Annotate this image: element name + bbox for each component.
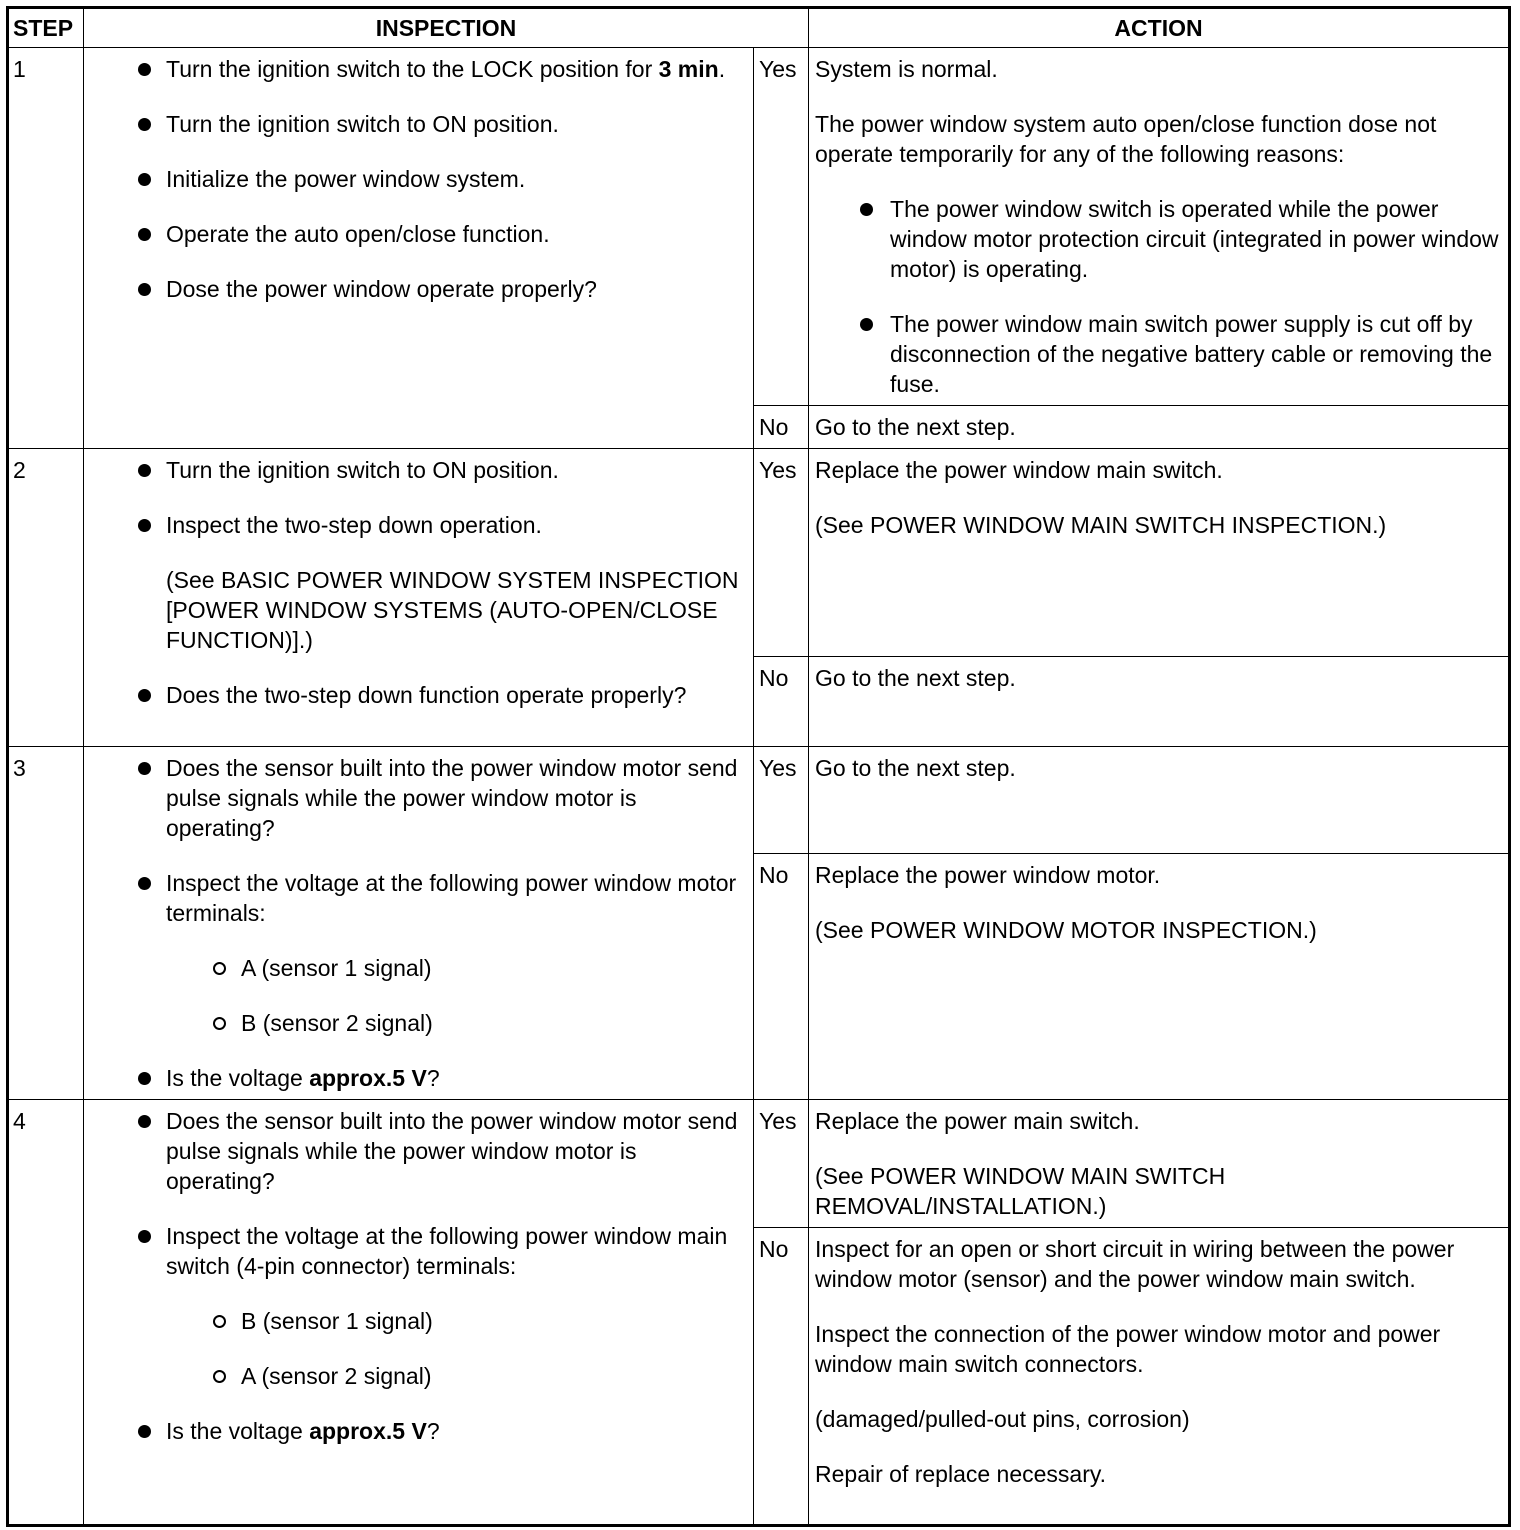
step-1-inspection: [84, 48, 754, 449]
inspection-subitem: B (sensor 2 signal): [88, 1008, 749, 1038]
inspection-item: Initialize the power window system.: [88, 164, 749, 194]
step-4-yes-row: [8, 1100, 1510, 1228]
step-3-inspection: [84, 747, 754, 1100]
action-text: Replace the power main switch.: [815, 1108, 1140, 1134]
step-1-yes-row: [8, 48, 1510, 406]
bullet-icon: [138, 519, 151, 532]
header-row: [8, 8, 1510, 48]
step-number: 4: [8, 1100, 84, 1526]
action-bullet: The power window switch is operated while the power window motor protection circuit (integrated in power window motor) is operating.: [815, 194, 1502, 284]
action-text: Replace the power window motor.: [815, 862, 1161, 888]
inspection-item: Turn the ignition switch to ON position.: [88, 109, 749, 139]
action-text: (See POWER WINDOW MOTOR INSPECTION.): [815, 917, 1317, 943]
bullet-icon: [138, 1072, 151, 1085]
bullet-icon: [138, 1115, 151, 1128]
action-text: (damaged/pulled-out pins, corrosion): [815, 1406, 1190, 1432]
action-text: Go to the next step.: [815, 414, 1016, 440]
action-text: System is normal.: [815, 56, 998, 82]
action-text: (See POWER WINDOW MAIN SWITCH INSPECTION.): [815, 512, 1387, 538]
bullet-icon: [138, 877, 151, 890]
circle-bullet-icon: [213, 1315, 226, 1328]
action-bullet: The power window main switch power supply is cut off by disconnection of the negative battery cable or removing the fuse.: [815, 309, 1502, 399]
step-4-yes-action: [809, 1100, 1510, 1228]
bullet-icon: [138, 1230, 151, 1243]
bullet-icon: [138, 762, 151, 775]
step-2-no-action: [809, 657, 1510, 747]
inspection-subitem: B (sensor 1 signal): [88, 1306, 749, 1336]
yes-label: Yes: [754, 1100, 809, 1228]
bullet-icon: [138, 118, 151, 131]
inspection-item: Does the sensor built into the power window motor send pulse signals while the power window motor is operating?: [88, 1106, 749, 1196]
bullet-icon: [138, 63, 151, 76]
action-text: Replace the power window main switch.: [815, 457, 1223, 483]
action-text: Repair of replace necessary.: [815, 1461, 1107, 1487]
header-step: STEP: [8, 8, 84, 48]
inspection-item: Is the voltage approx.5 V?: [88, 1416, 749, 1446]
troubleshooting-table: [6, 6, 1511, 1527]
bullet-icon: [138, 1425, 151, 1438]
inspection-note: (See BASIC POWER WINDOW SYSTEM INSPECTION [POWER WINDOW SYSTEMS (AUTO-OPEN/CLOSE FUNCTION)].): [166, 567, 739, 653]
step-2-inspection: [84, 449, 754, 747]
circle-bullet-icon: [213, 962, 226, 975]
yes-label: Yes: [754, 48, 809, 406]
bullet-icon: [138, 283, 151, 296]
action-text: Go to the next step.: [815, 755, 1016, 781]
header-action: ACTION: [809, 8, 1510, 48]
step-4-inspection: [84, 1100, 754, 1526]
inspection-item: Turn the ignition switch to the LOCK position for 3 min.: [88, 54, 749, 84]
bullet-icon: [860, 203, 873, 216]
no-label: No: [754, 657, 809, 747]
inspection-item: Inspect the voltage at the following power window motor terminals:: [88, 868, 749, 928]
bullet-icon: [138, 689, 151, 702]
action-text: Inspect for an open or short circuit in wiring between the power window motor (sensor) and the power window main switch.: [815, 1236, 1455, 1292]
step-3-yes-row: [8, 747, 1510, 854]
inspection-item: Turn the ignition switch to ON position.: [88, 455, 749, 485]
action-text: Go to the next step.: [815, 665, 1016, 691]
step-number: 3: [8, 747, 84, 1100]
step-3-yes-action: [809, 747, 1510, 854]
inspection-item: Operate the auto open/close function.: [88, 219, 749, 249]
action-text: The power window system auto open/close function dose not operate temporarily for any of the following reasons:: [815, 111, 1437, 167]
no-label: No: [754, 406, 809, 449]
inspection-item: Inspect the voltage at the following power window main switch (4-pin connector) terminals:: [88, 1221, 749, 1281]
step-1-yes-action: [809, 48, 1510, 406]
bullet-icon: [138, 464, 151, 477]
step-number: 2: [8, 449, 84, 747]
action-text: (See POWER WINDOW MAIN SWITCH REMOVAL/INSTALLATION.): [815, 1163, 1226, 1219]
yes-label: Yes: [754, 449, 809, 657]
inspection-subitem: A (sensor 2 signal): [88, 1361, 749, 1391]
no-label: No: [754, 1228, 809, 1526]
inspection-item: Dose the power window operate properly?: [88, 274, 749, 304]
inspection-item: Does the two-step down function operate properly?: [88, 680, 749, 710]
header-inspection: INSPECTION: [84, 8, 809, 48]
step-2-yes-row: [8, 449, 1510, 657]
yes-label: Yes: [754, 747, 809, 854]
no-label: No: [754, 854, 809, 1100]
inspection-item: Inspect the two-step down operation.: [88, 510, 749, 540]
step-1-no-action: [809, 406, 1510, 449]
circle-bullet-icon: [213, 1370, 226, 1383]
action-text: Inspect the connection of the power window motor and power window main switch connectors.: [815, 1321, 1441, 1377]
inspection-subitem: A (sensor 1 signal): [88, 953, 749, 983]
step-2-yes-action: [809, 449, 1510, 657]
circle-bullet-icon: [213, 1017, 226, 1030]
step-number: 1: [8, 48, 84, 449]
inspection-item: Is the voltage approx.5 V?: [88, 1063, 749, 1093]
step-3-no-action: [809, 854, 1510, 1100]
step-4-no-action: [809, 1228, 1510, 1526]
bullet-icon: [860, 318, 873, 331]
inspection-item: Does the sensor built into the power window motor send pulse signals while the power window motor is operating?: [88, 753, 749, 843]
bullet-icon: [138, 228, 151, 241]
bullet-icon: [138, 173, 151, 186]
